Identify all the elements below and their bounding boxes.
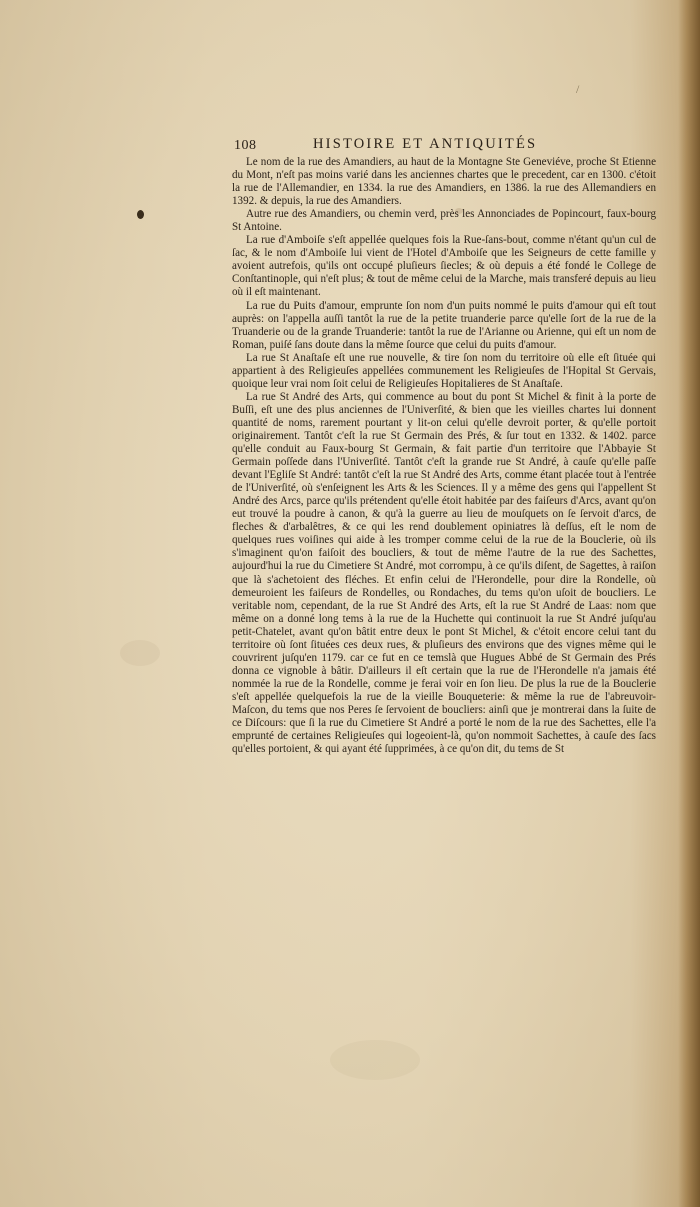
ink-blot	[137, 210, 144, 219]
paragraph-rue-du-puits-d-amour: La rue du Puits d'amour, emprunte ſon nom d'un puits nommé le puits d'amour qui eſt tout auprès: on l'appella auſſi tantôt la rue de la petite truanderie parce qu'elle ſort de la rue de la Truanderie ou de la grande Truanderie: tantôt la rue de l'Arianne ou Arienne, qui eſt un nom de Roman, puiſé ſans doute dans la même ſource que celui du puits d'amour.	[232, 299, 656, 351]
paper-stain	[330, 1040, 420, 1080]
page-header	[234, 136, 656, 156]
pencil-mark: /	[576, 82, 580, 96]
paper-stain	[120, 640, 160, 666]
page-number: 108	[234, 138, 257, 153]
paragraph-rue-des-amandiers: Le nom de la rue des Amandiers, au haut de la Montagne Ste Geneviéve, proche St Etienne du Mont, n'eſt pas moins varié dans les anciennes chartes que le precedent, car en 1300. c'étoit la rue de l'Allemandier, en 1334. la rue des Amandiers, en 1386. la rue des Allemandiers en 1392. & depuis, la rue des Amandiers.	[232, 156, 656, 208]
page-edge-shadow	[678, 0, 700, 1207]
paragraph-rue-st-anastase: La rue St Anaſtaſe eſt une rue nouvelle, & tire ſon nom du territoire où elle eſt ſituée qui appartient à des Religieuſes appellées communement les Religieuſes de l'Hopital St Gervais, quoique leur vrai nom ſoit celui de Religieuſes Hopitalieres de St Anaſtaſe.	[232, 351, 656, 390]
paragraph-rue-d-amboise: La rue d'Amboiſe s'eſt appellée quelques fois la Rue-ſans-bout, comme n'étant qu'un cul de ſac, & le nom d'Amboiſe lui vient de l'Hotel d'Amboiſe que les Seigneurs de cette famille y avoient autrefois, qu'ils ont occupé pluſieurs ſiecles; & où depuis a été fondé le College de Conſtantinople, qui n'eſt plus; & tout de même celui de la Marche, mais transferé depuis au lieu où il eſt maintenant.	[232, 234, 656, 299]
paragraph-autre-rue-des-amandiers: Autre rue des Amandiers, ou chemin verd, près les Annonciades de Popincourt, faux-bourg St Antoine.	[232, 208, 656, 234]
running-title: HISTOIRE ET ANTIQUITÉS	[313, 136, 538, 152]
paragraph-rue-st-andre-des-arts: La rue St André des Arts, qui commence au bout du pont St Michel & finit à la porte de Buſſi, eſt une des plus anciennes de l'Univerſité, & bien que les vieilles chartes lui donnent quantité de noms, rarement pourtant y lit-on celui qu'elle devroit porter, & qu'elle portoit originairement. Tantôt c'eſt la rue St Germain des Prés, & ſur tout en 1332. & 1402. parce qu'elle conduit au Faux-bourg St Germain, & fait partie d'un territoire que l'Abbayie St Germain poſſede dans l'Univerſité. Tantôt c'eſt la grande rue St André, à cauſe qu'elle paſſe devant l'Egliſe St André: tantôt c'eſt la rue St André des Arts, comme étant placée tout à l'entrée de l'Univerſité, où s'enſeignent les Arts & les Sciences. Il y a même des gens qui l'appellent St André des Arcs, parce qu'ils prétendent qu'elle étoit habitée par des faiſeurs d'Arcs, avant qu'on eut trouvé la poudre à canon, & qu'à la guerre au lieu de mouſquets on ſe ſervoit d'arcs, de fleches & d'arbalêtres, & ce qui les rend doublement opiniatres là deſſus, eſt le nom de quelques rues voiſines qui aide à les tromper comme celui de la rue de la Bouclerie, où ils s'imaginent qu'on faiſoit des boucliers, & tout de même l'autre de la rue des Sachettes, aujourd'hui la rue du Cimetiere St André, mot corrompu, à ce qu'ils diſent, de Sagettes, à raiſon que là s'achetoient des fléches. Et enfin celui de l'Herondelle, pour dire la Rondelle, où demeuroient les faiſeurs de Rondelles, ou Rondaches, du tems qu'on uſoit de boucliers. Le veritable nom, cependant, de la rue St André des Arts, eſt la rue St André de Laas: nom que même on a donné long tems à la rue de la Huchette qui continuoit la rue St André juſqu'au petit-Chatelet, avant qu'on bâtit entre deux le pont St Michel, & c'étoit encore celui tant du territoire où ſont ſituées ces deux rues, & pluſieurs des environs que des vignes même qui le couvrirent juſqu'en 1179. car ce fut en ce temslà que Hugues Abbé de St Germain des Prés donna ce vignoble à bâtir. D'ailleurs il eſt certain que la rue de l'Herondelle n'a jamais été nommée la rue de la Rondelle, comme je ferai voir en ſon lieu. De plus la rue de la Bouclerie s'eſt appellée quelquefois la rue de la vieille Bouqueterie: & même la rue de l'abreuvoir-Maſcon, du tems que nos Peres ſe ſervoient de boucliers: ainſi que je montrerai dans la ſuite de ce Diſcours: que ſi la rue du Cimetiere St André a porté le nom de la rue des Sachettes, elle l'a emprunté de certaines Religieuſes qui logeoient-là, qu'on nommoit Sachettes, à cauſe des ſacs qu'elles portoient, & qui ayant été ſupprimées, à ce qu'on dit, du tems de St	[232, 390, 656, 756]
body-text	[232, 156, 656, 756]
